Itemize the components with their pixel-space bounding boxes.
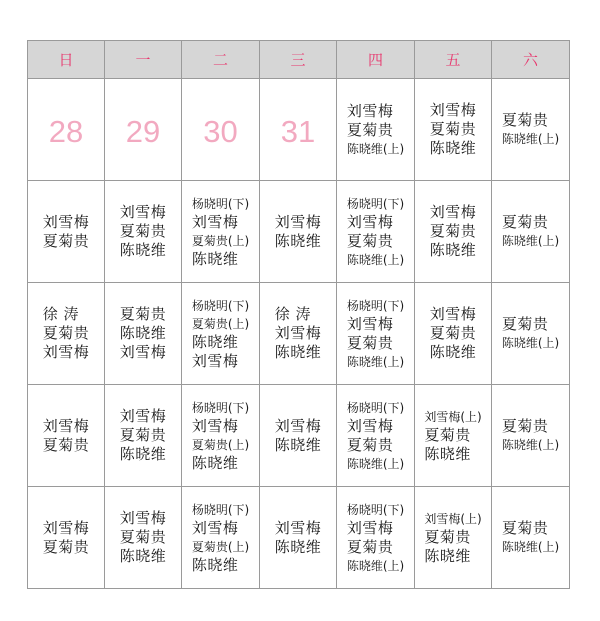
duty-name: 刘雪梅 bbox=[429, 203, 477, 221]
duty-name: 夏菊贵 bbox=[501, 111, 549, 129]
duty-name: 陈晓维 bbox=[429, 241, 477, 259]
duty-name: 杨晓明(下) bbox=[191, 298, 250, 313]
duty-list bbox=[192, 297, 249, 371]
weekday-sat: 六 bbox=[492, 41, 570, 79]
duty-list bbox=[192, 399, 249, 473]
duty-name: 陈晓维(上) bbox=[346, 354, 405, 369]
duty-name: 陈晓维(上) bbox=[501, 132, 560, 146]
duty-list bbox=[120, 407, 167, 464]
duty-name: 刘雪梅 bbox=[42, 343, 90, 361]
duty-name: 陈晓维(上) bbox=[346, 252, 405, 267]
duty-list bbox=[430, 203, 477, 260]
duty-name: 刘雪梅 bbox=[274, 212, 322, 231]
day-cell bbox=[337, 181, 415, 283]
duty-name: 夏菊贵(上) bbox=[191, 316, 250, 331]
duty-name: 刘雪梅 bbox=[346, 416, 394, 435]
day-cell bbox=[28, 283, 105, 385]
duty-list bbox=[43, 305, 90, 362]
duty-name: 夏菊贵 bbox=[429, 324, 477, 342]
duty-name: 夏菊贵 bbox=[346, 537, 394, 556]
week-row bbox=[28, 79, 570, 181]
duty-list bbox=[120, 203, 167, 260]
duty-name: 夏菊贵 bbox=[346, 120, 394, 139]
duty-name: 陈晓维 bbox=[191, 555, 239, 574]
weekday-fri: 五 bbox=[415, 41, 492, 79]
duty-list bbox=[347, 501, 404, 575]
duty-calendar bbox=[27, 40, 570, 589]
duty-list bbox=[192, 501, 249, 575]
duty-list bbox=[502, 315, 559, 352]
duty-list bbox=[502, 417, 559, 454]
day-cell bbox=[182, 487, 260, 589]
week-row bbox=[28, 385, 570, 487]
weekday-sun: 日 bbox=[28, 41, 105, 79]
weekday-tue: 二 bbox=[182, 41, 260, 79]
duty-name: 杨晓明(下) bbox=[191, 502, 250, 517]
day-cell bbox=[105, 79, 182, 181]
duty-name: 夏菊贵 bbox=[501, 315, 549, 333]
duty-name: 夏菊贵(上) bbox=[191, 233, 250, 248]
duty-name: 刘雪梅 bbox=[274, 416, 322, 435]
duty-list bbox=[424, 408, 481, 464]
duty-name: 杨晓明(下) bbox=[346, 298, 405, 313]
duty-name: 陈晓维 bbox=[429, 139, 477, 157]
duty-list bbox=[502, 111, 559, 148]
duty-name: 刘雪梅 bbox=[191, 212, 239, 231]
week-row bbox=[28, 283, 570, 385]
day-cell bbox=[260, 487, 337, 589]
duty-name: 陈晓维 bbox=[424, 444, 471, 463]
duty-name: 夏菊贵(上) bbox=[191, 539, 250, 554]
duty-name: 徐 涛 bbox=[42, 305, 80, 323]
day-cell bbox=[105, 487, 182, 589]
duty-name: 陈晓维 bbox=[274, 231, 322, 250]
week-row bbox=[28, 487, 570, 589]
duty-name: 杨晓明(下) bbox=[346, 196, 405, 211]
duty-name: 刘雪梅 bbox=[119, 203, 167, 221]
weekday-header-row bbox=[28, 41, 570, 79]
duty-list bbox=[430, 101, 477, 158]
duty-list bbox=[120, 305, 167, 362]
duty-name: 夏菊贵 bbox=[429, 222, 477, 240]
duty-name: 陈晓维(上) bbox=[346, 141, 405, 156]
duty-name: 陈晓维(上) bbox=[501, 234, 560, 248]
duty-list bbox=[120, 509, 167, 566]
duty-name: 夏菊贵 bbox=[501, 417, 549, 435]
weekday-wed: 三 bbox=[260, 41, 337, 79]
duty-name: 陈晓维 bbox=[119, 547, 167, 565]
duty-name: 杨晓明(下) bbox=[191, 196, 250, 211]
day-cell bbox=[492, 283, 570, 385]
day-cell bbox=[105, 385, 182, 487]
day-cell bbox=[415, 181, 492, 283]
duty-list bbox=[43, 417, 90, 455]
duty-name: 夏菊贵 bbox=[346, 333, 394, 352]
duty-name: 刘雪梅 bbox=[346, 314, 394, 333]
duty-name: 刘雪梅 bbox=[346, 518, 394, 537]
duty-list bbox=[424, 510, 481, 566]
prev-month-day-number: 30 bbox=[203, 113, 238, 149]
duty-name: 夏菊贵 bbox=[119, 426, 167, 444]
day-cell bbox=[28, 487, 105, 589]
duty-name: 陈晓维 bbox=[191, 453, 239, 472]
duty-list bbox=[502, 213, 559, 250]
duty-name: 刘雪梅 bbox=[191, 416, 239, 435]
day-cell bbox=[105, 181, 182, 283]
duty-name: 夏菊贵 bbox=[119, 222, 167, 240]
duty-name: 夏菊贵 bbox=[42, 537, 90, 556]
duty-name: 刘雪梅 bbox=[274, 518, 322, 537]
day-cell bbox=[182, 181, 260, 283]
day-cell bbox=[337, 283, 415, 385]
duty-list bbox=[347, 195, 404, 269]
duty-name: 刘雪梅 bbox=[119, 407, 167, 425]
duty-list bbox=[275, 519, 322, 557]
day-cell bbox=[492, 487, 570, 589]
duty-name: 刘雪梅 bbox=[429, 305, 477, 323]
duty-name: 陈晓维(上) bbox=[501, 540, 560, 554]
duty-name: 夏菊贵 bbox=[429, 120, 477, 138]
weekday-thu: 四 bbox=[337, 41, 415, 79]
duty-name: 刘雪梅 bbox=[42, 518, 90, 537]
duty-name: 刘雪梅 bbox=[42, 416, 90, 435]
duty-list bbox=[347, 399, 404, 473]
duty-name: 夏菊贵 bbox=[346, 435, 394, 454]
day-cell bbox=[337, 79, 415, 181]
duty-name: 刘雪梅 bbox=[429, 101, 477, 119]
day-cell bbox=[492, 79, 570, 181]
day-cell bbox=[260, 79, 337, 181]
duty-list bbox=[430, 305, 477, 362]
duty-name: 陈晓维 bbox=[119, 445, 167, 463]
duty-name: 陈晓维 bbox=[424, 546, 471, 565]
duty-name: 夏菊贵 bbox=[424, 527, 471, 546]
duty-list bbox=[347, 102, 404, 158]
duty-list bbox=[275, 213, 322, 251]
duty-name: 杨晓明(下) bbox=[346, 400, 405, 415]
duty-name: 夏菊贵 bbox=[119, 528, 167, 546]
duty-name: 刘雪梅(上) bbox=[424, 511, 482, 526]
duty-list bbox=[502, 519, 559, 556]
duty-name: 杨晓明(下) bbox=[346, 502, 405, 517]
day-cell bbox=[415, 79, 492, 181]
prev-month-day-number: 28 bbox=[48, 113, 84, 149]
duty-name: 夏菊贵 bbox=[501, 213, 549, 231]
duty-name: 刘雪梅 bbox=[42, 212, 90, 231]
duty-name: 徐 涛 bbox=[274, 305, 312, 323]
day-cell bbox=[492, 181, 570, 283]
prev-month-day-number: 29 bbox=[125, 113, 161, 149]
duty-name: 夏菊贵 bbox=[119, 305, 167, 323]
duty-list bbox=[275, 305, 322, 362]
day-cell bbox=[492, 385, 570, 487]
day-cell bbox=[415, 283, 492, 385]
duty-name: 刘雪梅 bbox=[346, 101, 394, 120]
duty-name: 陈晓维 bbox=[119, 241, 167, 259]
day-cell bbox=[182, 79, 260, 181]
duty-name: 夏菊贵 bbox=[42, 435, 90, 454]
duty-name: 刘雪梅(上) bbox=[424, 409, 482, 424]
duty-name: 夏菊贵 bbox=[424, 425, 471, 444]
day-cell bbox=[337, 487, 415, 589]
day-cell bbox=[182, 283, 260, 385]
day-cell bbox=[28, 385, 105, 487]
prev-month-day-number: 31 bbox=[280, 113, 316, 149]
duty-name: 刘雪梅 bbox=[191, 518, 239, 537]
weekday-mon: 一 bbox=[105, 41, 182, 79]
duty-name: 杨晓明(下) bbox=[191, 400, 250, 415]
duty-name: 陈晓维 bbox=[429, 343, 477, 361]
duty-name: 刘雪梅 bbox=[119, 343, 167, 361]
duty-name: 陈晓维 bbox=[274, 343, 322, 361]
duty-name: 刘雪梅 bbox=[274, 324, 322, 342]
duty-name: 刘雪梅 bbox=[191, 351, 239, 370]
duty-list bbox=[347, 297, 404, 371]
duty-name: 陈晓维(上) bbox=[346, 558, 405, 573]
duty-name: 陈晓维 bbox=[119, 324, 167, 342]
duty-name: 陈晓维(上) bbox=[501, 438, 560, 452]
duty-name: 陈晓维 bbox=[191, 332, 239, 351]
duty-list bbox=[43, 519, 90, 557]
duty-name: 陈晓维(上) bbox=[501, 336, 560, 350]
duty-name: 陈晓维 bbox=[274, 537, 322, 556]
day-cell bbox=[28, 79, 105, 181]
week-row bbox=[28, 181, 570, 283]
duty-name: 夏菊贵 bbox=[346, 231, 394, 250]
day-cell bbox=[337, 385, 415, 487]
day-cell bbox=[182, 385, 260, 487]
duty-name: 夏菊贵 bbox=[42, 324, 90, 342]
day-cell bbox=[260, 283, 337, 385]
duty-list bbox=[43, 213, 90, 251]
duty-list bbox=[192, 195, 249, 269]
day-cell bbox=[415, 385, 492, 487]
day-cell bbox=[105, 283, 182, 385]
duty-name: 夏菊贵 bbox=[42, 231, 90, 250]
duty-name: 刘雪梅 bbox=[119, 509, 167, 527]
duty-name: 陈晓维 bbox=[191, 249, 239, 268]
duty-name: 刘雪梅 bbox=[346, 212, 394, 231]
duty-name: 陈晓维 bbox=[274, 435, 322, 454]
day-cell bbox=[28, 181, 105, 283]
day-cell bbox=[260, 385, 337, 487]
duty-name: 夏菊贵 bbox=[501, 519, 549, 537]
duty-list bbox=[275, 417, 322, 455]
duty-name: 陈晓维(上) bbox=[346, 456, 405, 471]
day-cell bbox=[260, 181, 337, 283]
day-cell bbox=[415, 487, 492, 589]
duty-name: 夏菊贵(上) bbox=[191, 437, 250, 452]
